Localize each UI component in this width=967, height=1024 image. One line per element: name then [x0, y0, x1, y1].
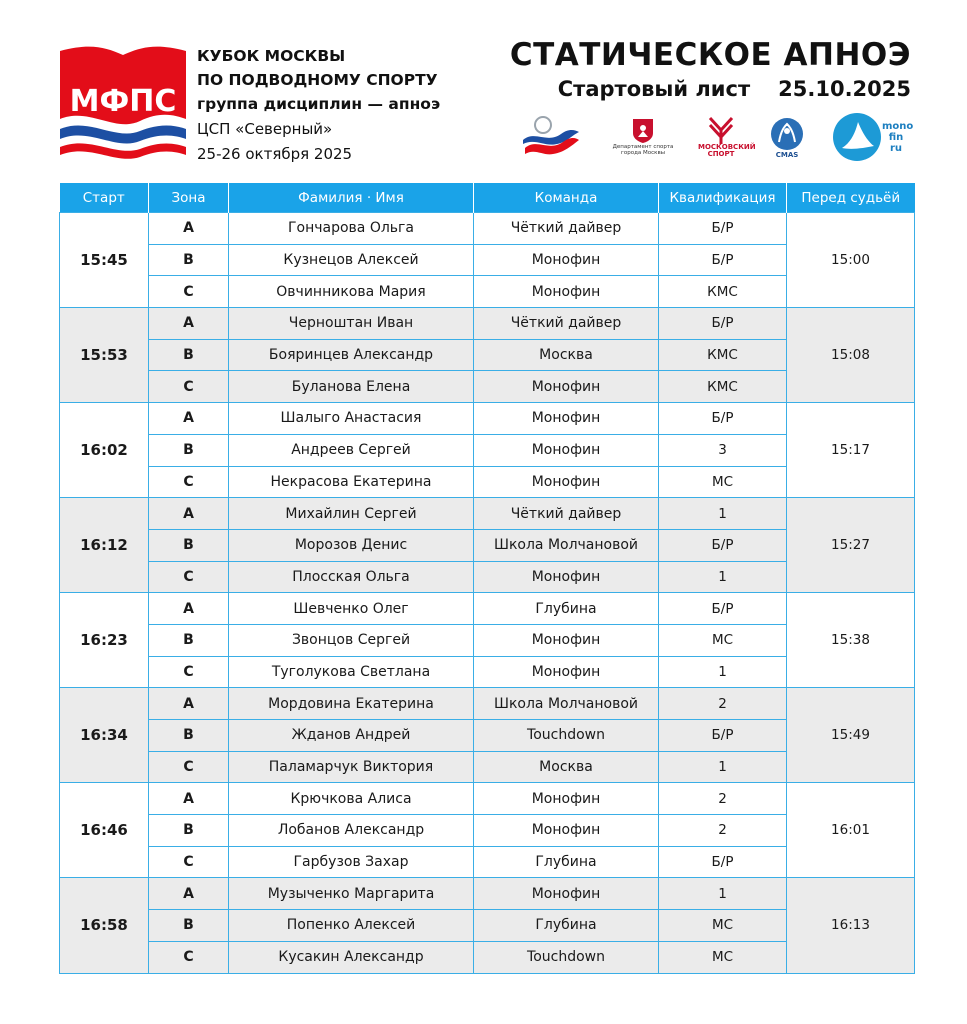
zone-cell: B — [149, 624, 229, 656]
start-list-table — [59, 183, 915, 974]
athlete-name-cell: Овчинникова Мария — [229, 276, 474, 308]
zone-cell: C — [149, 656, 229, 688]
athlete-name-cell: Попенко Алексей — [229, 910, 474, 942]
zone-cell: B — [149, 815, 229, 847]
judge-time-cell: 15:00 — [787, 213, 915, 308]
judge-time-cell: 16:01 — [787, 783, 915, 878]
table-row — [60, 688, 915, 720]
team-cell: Монофин — [474, 878, 659, 910]
qualification-cell: МС — [659, 624, 787, 656]
qualification-cell: 1 — [659, 656, 787, 688]
table-row — [60, 593, 915, 625]
team-cell: Touchdown — [474, 720, 659, 752]
table-body — [60, 213, 915, 974]
zone-cell: A — [149, 213, 229, 245]
table-row — [60, 339, 915, 371]
table-row — [60, 846, 915, 878]
athlete-name-cell: Бояринцев Александр — [229, 339, 474, 371]
zone-cell: B — [149, 910, 229, 942]
zone-cell: A — [149, 593, 229, 625]
team-cell: Школа Молчановой — [474, 688, 659, 720]
table-row — [60, 815, 915, 847]
qualification-cell: 2 — [659, 783, 787, 815]
qualification-cell: Б/Р — [659, 529, 787, 561]
table-row — [60, 434, 915, 466]
organizer-block — [197, 44, 440, 166]
team-cell: Чёткий дайвер — [474, 308, 659, 340]
judge-time-cell: 15:17 — [787, 403, 915, 498]
qualification-cell: 1 — [659, 561, 787, 593]
judge-time-cell: 15:27 — [787, 498, 915, 593]
table-row — [60, 941, 915, 973]
qualification-cell: Б/Р — [659, 403, 787, 435]
team-cell: Москва — [474, 339, 659, 371]
athlete-name-cell: Мордовина Екатерина — [229, 688, 474, 720]
venue: ЦСП «Северный» — [197, 120, 333, 138]
zone-cell: A — [149, 783, 229, 815]
team-cell: Чёткий дайвер — [474, 213, 659, 245]
table-row — [60, 561, 915, 593]
athlete-name-cell: Паламарчук Виктория — [229, 751, 474, 783]
header-team: Команда — [474, 183, 659, 213]
title-block — [510, 36, 911, 104]
logo-text: МФПС — [69, 84, 177, 119]
cup-subtitle: ПО ПОДВОДНОМУ СПОРТУ — [197, 71, 438, 89]
table-header-row — [60, 183, 915, 213]
athlete-name-cell: Музыченко Маргарита — [229, 878, 474, 910]
moscow-dept-caption: Департамент спорта города Москвы — [612, 144, 674, 156]
athlete-name-cell: Кузнецов Алексей — [229, 244, 474, 276]
team-cell: Touchdown — [474, 941, 659, 973]
team-cell: Монофин — [474, 276, 659, 308]
qualification-cell: Б/Р — [659, 244, 787, 276]
team-cell: Монофин — [474, 403, 659, 435]
start-time-cell: 16:46 — [60, 783, 149, 878]
zone-cell: A — [149, 688, 229, 720]
team-cell: Монофин — [474, 815, 659, 847]
table-row — [60, 403, 915, 435]
table-row — [60, 466, 915, 498]
qualification-cell: 1 — [659, 751, 787, 783]
zone-cell: A — [149, 308, 229, 340]
athlete-name-cell: Андреев Сергей — [229, 434, 474, 466]
start-time-cell: 16:34 — [60, 688, 149, 783]
athlete-name-cell: Жданов Андрей — [229, 720, 474, 752]
table-row — [60, 529, 915, 561]
table-row — [60, 624, 915, 656]
zone-cell: B — [149, 244, 229, 276]
qualification-cell: 2 — [659, 688, 787, 720]
qualification-cell: Б/Р — [659, 308, 787, 340]
cup-title: КУБОК МОСКВЫ — [197, 47, 346, 65]
qualification-cell: Б/Р — [659, 593, 787, 625]
athlete-name-cell: Кусакин Александр — [229, 941, 474, 973]
athlete-name-cell: Плосская Ольга — [229, 561, 474, 593]
judge-time-cell: 15:38 — [787, 593, 915, 688]
athlete-name-cell: Морозов Денис — [229, 529, 474, 561]
start-time-cell: 16:12 — [60, 498, 149, 593]
competition-date: 25.10.2025 — [778, 77, 911, 101]
team-cell: Глубина — [474, 593, 659, 625]
zone-cell: A — [149, 403, 229, 435]
table-row — [60, 751, 915, 783]
subtitle-row — [510, 74, 911, 104]
header-qualification: Квалификация — [659, 183, 787, 213]
table-row — [60, 244, 915, 276]
event-dates: 25-26 октября 2025 — [197, 145, 353, 163]
table-row — [60, 656, 915, 688]
table-row — [60, 308, 915, 340]
zone-cell: C — [149, 371, 229, 403]
zone-cell: C — [149, 751, 229, 783]
start-time-cell: 16:58 — [60, 878, 149, 973]
cmas-caption: CMAS — [775, 151, 799, 159]
judge-time-cell: 15:49 — [787, 688, 915, 783]
table-row — [60, 213, 915, 245]
zone-cell: B — [149, 529, 229, 561]
zone-cell: A — [149, 878, 229, 910]
zone-cell: C — [149, 466, 229, 498]
athlete-name-cell: Шалыго Анастасия — [229, 403, 474, 435]
team-cell: Монофин — [474, 783, 659, 815]
qualification-cell: Б/Р — [659, 846, 787, 878]
team-cell: Москва — [474, 751, 659, 783]
zone-cell: A — [149, 498, 229, 530]
cmas-icon — [762, 108, 812, 166]
zone-cell: C — [149, 561, 229, 593]
athlete-name-cell: Черноштан Иван — [229, 308, 474, 340]
start-time-cell: 16:02 — [60, 403, 149, 498]
qualification-cell: 1 — [659, 498, 787, 530]
zone-cell: C — [149, 276, 229, 308]
athlete-name-cell: Лобанов Александр — [229, 815, 474, 847]
header-start: Старт — [60, 183, 149, 213]
table-row — [60, 783, 915, 815]
page-title: СТАТИЧЕСКОЕ АПНОЭ — [509, 37, 911, 73]
zone-cell: C — [149, 846, 229, 878]
qualification-cell: КМС — [659, 371, 787, 403]
team-cell: Чёткий дайвер — [474, 498, 659, 530]
qualification-cell: Б/Р — [659, 213, 787, 245]
moskovsky-sport-caption: МОСКОВСКИЙ СПОРТ — [698, 143, 756, 158]
team-cell: Монофин — [474, 371, 659, 403]
qualification-cell: МС — [659, 941, 787, 973]
moskovsky-sport-icon — [696, 108, 756, 166]
judge-time-cell: 15:08 — [787, 308, 915, 403]
athlete-name-cell: Туголукова Светлана — [229, 656, 474, 688]
start-time-cell: 15:53 — [60, 308, 149, 403]
monofin-icon — [830, 108, 912, 166]
team-cell: Глубина — [474, 910, 659, 942]
team-cell: Школа Молчановой — [474, 529, 659, 561]
table-row — [60, 878, 915, 910]
qualification-cell: КМС — [659, 276, 787, 308]
team-cell: Монофин — [474, 656, 659, 688]
zone-cell: B — [149, 720, 229, 752]
athlete-name-cell: Шевченко Олег — [229, 593, 474, 625]
table-row — [60, 276, 915, 308]
qualification-cell: МС — [659, 466, 787, 498]
qualification-cell: 3 — [659, 434, 787, 466]
start-time-cell: 16:23 — [60, 593, 149, 688]
athlete-name-cell: Гончарова Ольга — [229, 213, 474, 245]
table-row — [60, 720, 915, 752]
judge-time-cell: 16:13 — [787, 878, 915, 973]
qualification-cell: КМС — [659, 339, 787, 371]
wave-icon — [520, 108, 582, 166]
header-zone: Зона — [149, 183, 229, 213]
moscow-crest-icon — [612, 108, 674, 166]
start-list-label: Стартовый лист — [557, 77, 751, 101]
athlete-name-cell: Гарбузов Захар — [229, 846, 474, 878]
header-name: Фамилия · Имя — [229, 183, 474, 213]
team-cell: Монофин — [474, 434, 659, 466]
mfps-logo — [60, 45, 186, 165]
header-judge-time: Перед судьёй — [787, 183, 915, 213]
qualification-cell: Б/Р — [659, 720, 787, 752]
qualification-cell: 1 — [659, 878, 787, 910]
discipline-group: группа дисциплин — апноэ — [197, 95, 441, 113]
zone-cell: B — [149, 339, 229, 371]
athlete-name-cell: Некрасова Екатерина — [229, 466, 474, 498]
monofin-caption: mono fin ru — [882, 120, 914, 154]
athlete-name-cell: Звонцов Сергей — [229, 624, 474, 656]
table-row — [60, 498, 915, 530]
zone-cell: C — [149, 941, 229, 973]
qualification-cell: 2 — [659, 815, 787, 847]
table-row — [60, 371, 915, 403]
zone-cell: B — [149, 434, 229, 466]
team-cell: Монофин — [474, 561, 659, 593]
athlete-name-cell: Крючкова Алиса — [229, 783, 474, 815]
partner-logos — [520, 108, 912, 166]
team-cell: Монофин — [474, 466, 659, 498]
athlete-name-cell: Буланова Елена — [229, 371, 474, 403]
qualification-cell: МС — [659, 910, 787, 942]
team-cell: Глубина — [474, 846, 659, 878]
team-cell: Монофин — [474, 624, 659, 656]
start-time-cell: 15:45 — [60, 213, 149, 308]
table-row — [60, 910, 915, 942]
team-cell: Монофин — [474, 244, 659, 276]
athlete-name-cell: Михайлин Сергей — [229, 498, 474, 530]
